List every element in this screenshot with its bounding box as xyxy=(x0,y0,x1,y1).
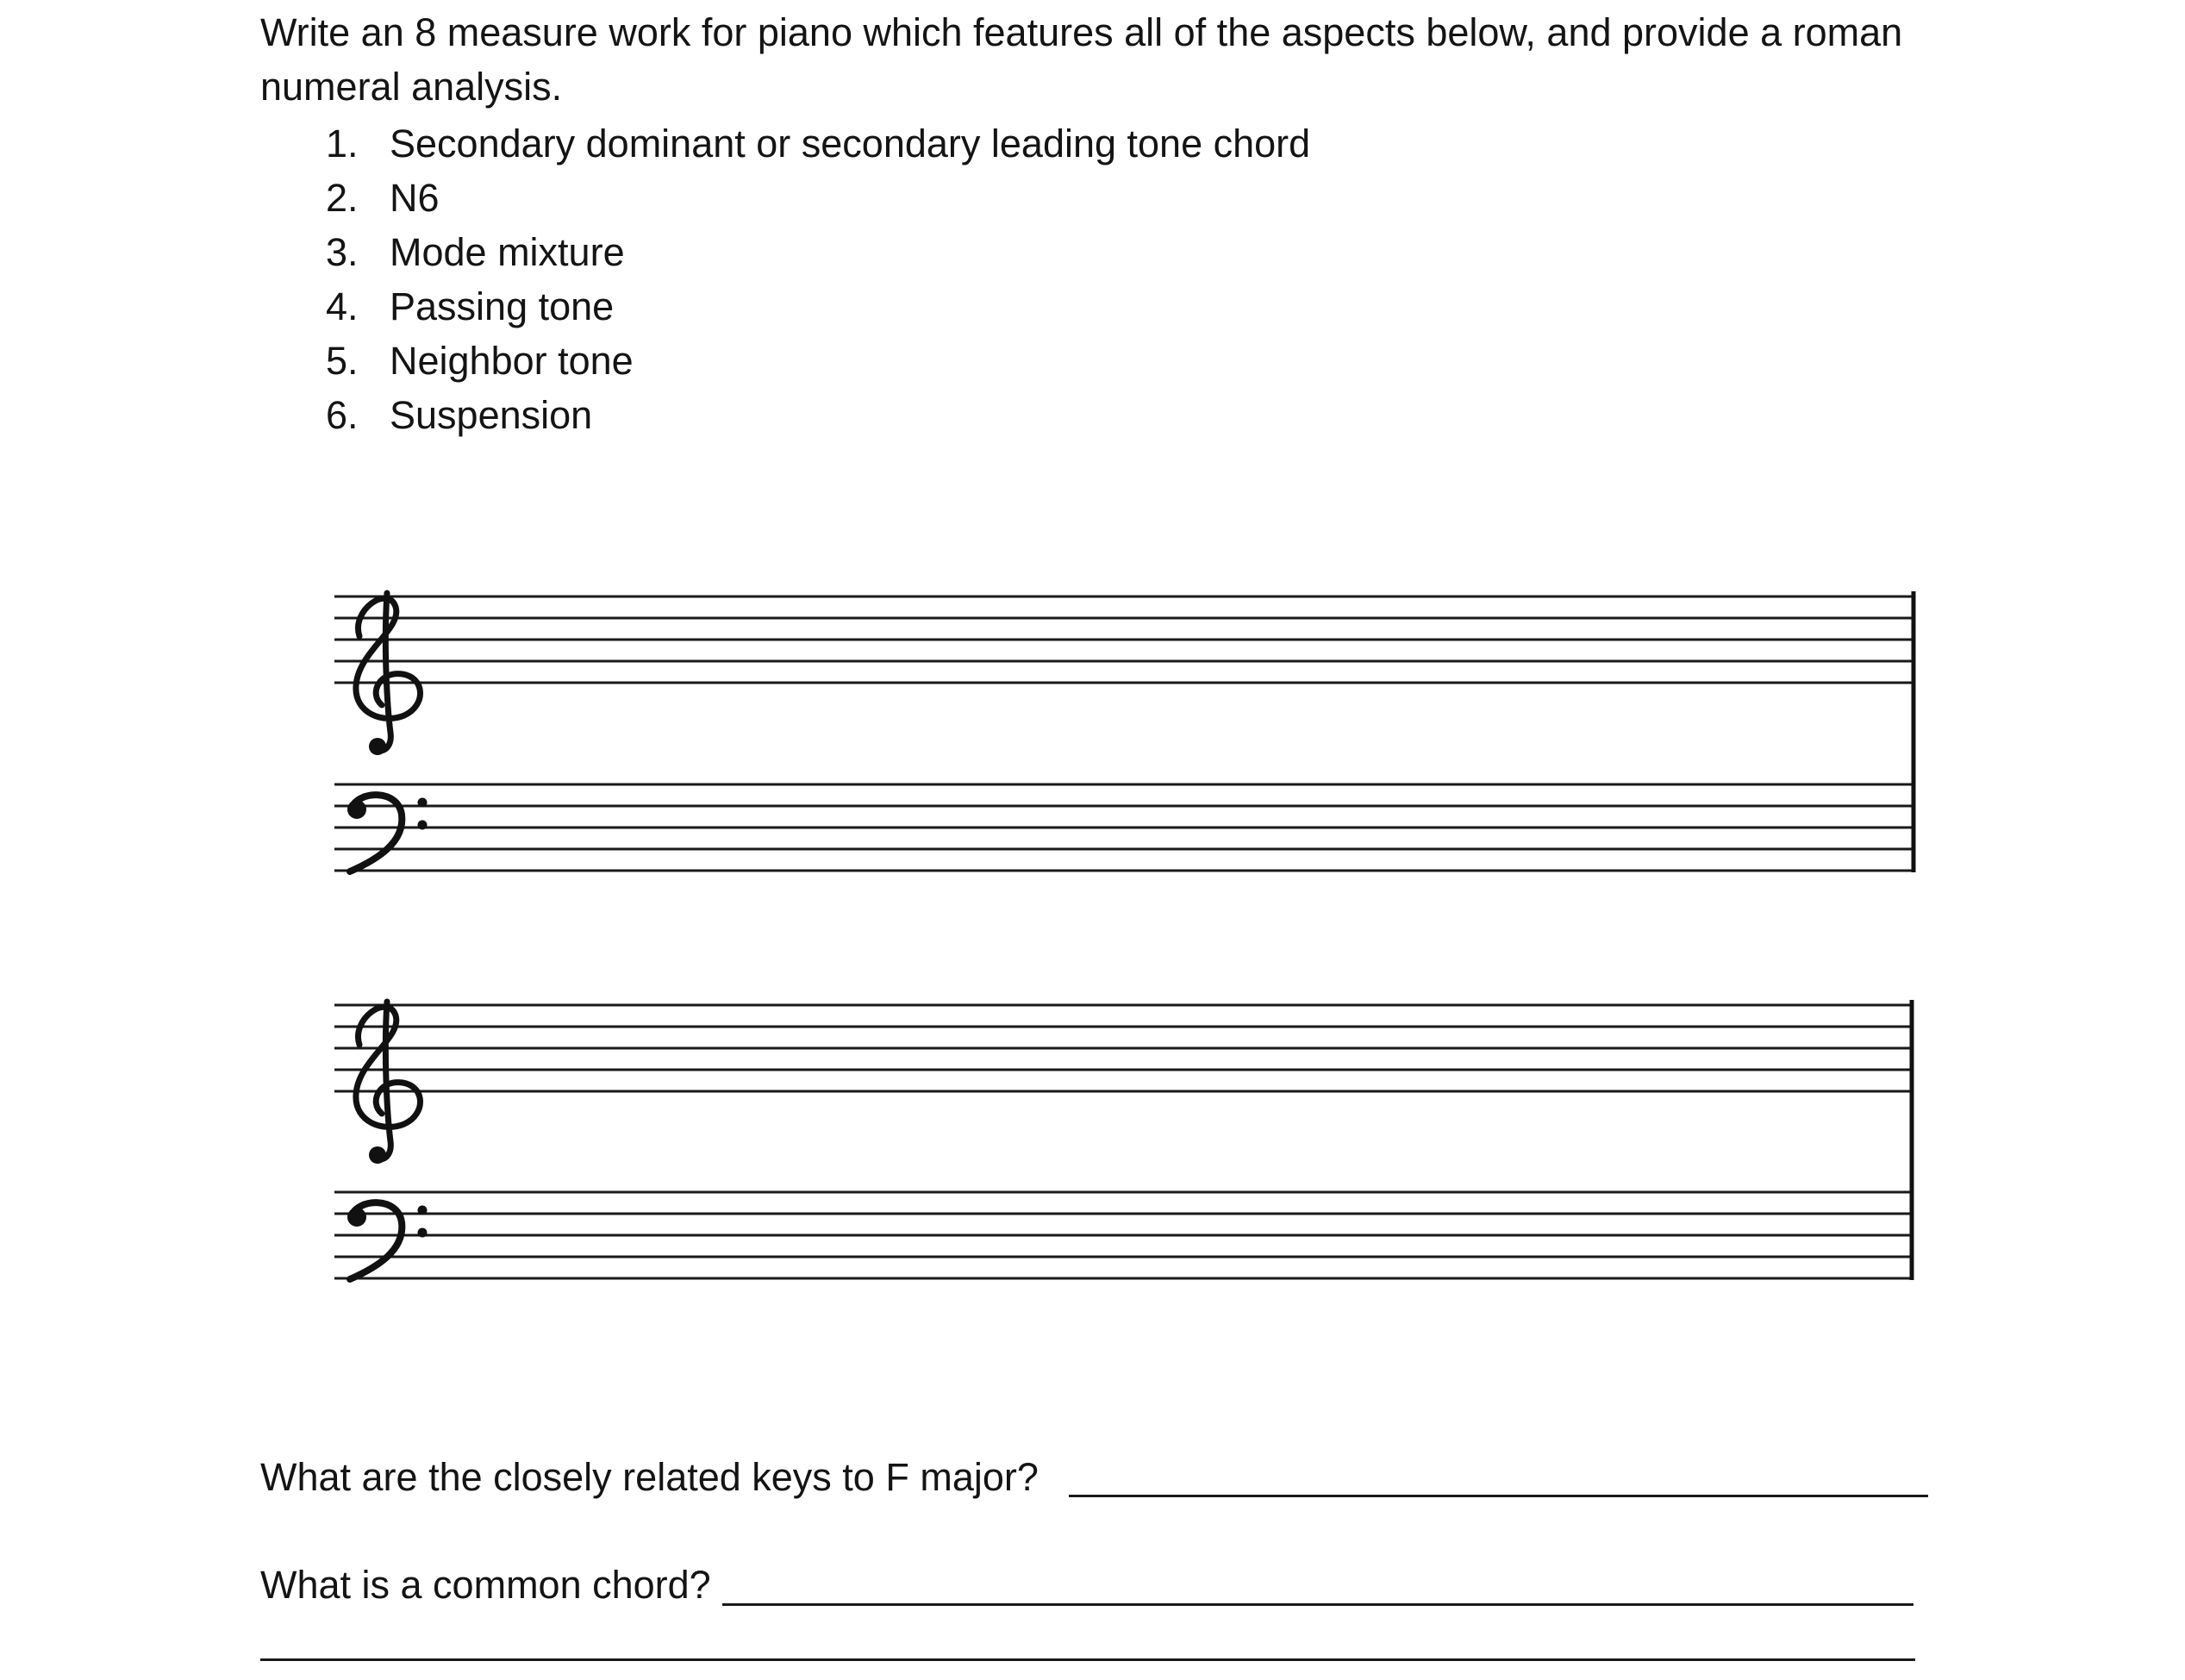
item-text: Passing tone xyxy=(390,284,615,328)
item-number: 5. xyxy=(326,339,359,383)
instructions-text: Write an 8 measure work for piano which features all of the aspects below, and provide a roman numeral analysis. xyxy=(260,10,1903,109)
staff-system-1 xyxy=(334,591,1913,872)
item-number: 3. xyxy=(326,230,359,274)
item-number: 1. xyxy=(326,122,359,166)
item-text: Suspension xyxy=(390,393,593,437)
item-number: 6. xyxy=(326,393,359,437)
bass-staff xyxy=(334,1192,1912,1278)
item-text: Mode mixture xyxy=(390,230,625,274)
item-text: Neighbor tone xyxy=(390,339,634,383)
item-number: 4. xyxy=(326,284,359,328)
staff-system-2 xyxy=(334,1000,1912,1280)
item-text: Secondary dominant or secondary leading tone chord xyxy=(390,122,1311,166)
item-text: N6 xyxy=(390,176,440,220)
bass-staff xyxy=(334,784,1913,871)
answer-line-closely-related-keys[interactable] xyxy=(1069,1495,1928,1497)
question-common-chord: What is a common chord? xyxy=(260,1563,711,1607)
item-number: 2. xyxy=(326,176,359,220)
answer-line-common-chord[interactable] xyxy=(722,1603,1913,1606)
treble-staff xyxy=(334,596,1913,683)
question-closely-related-keys: What are the closely related keys to F major? xyxy=(260,1455,1039,1499)
treble-staff xyxy=(334,1005,1912,1091)
answer-line-common-chord-continued[interactable] xyxy=(260,1658,1915,1661)
